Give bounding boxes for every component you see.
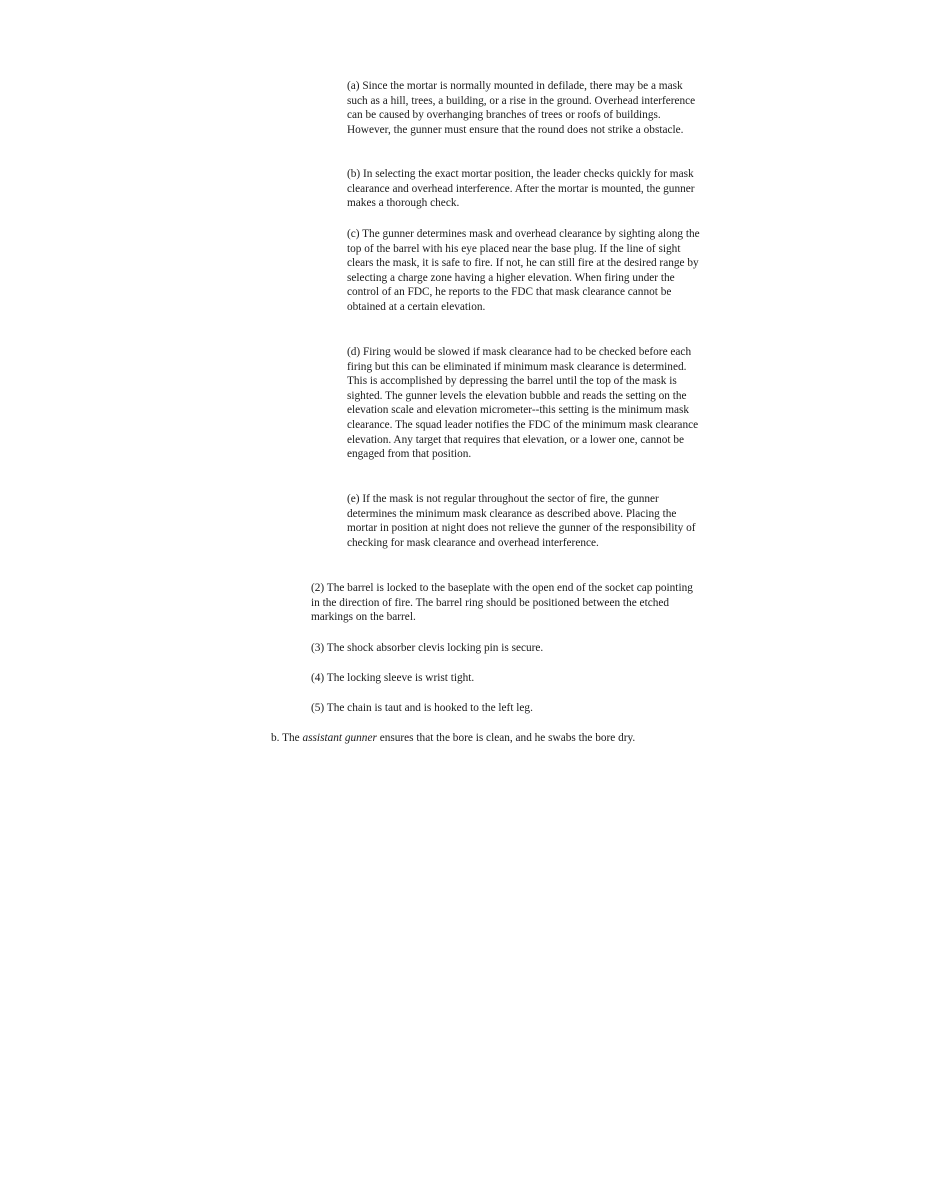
subparagraph-e: (e) If the mask is not regular throughout the sector of fire, the gunner determines the minimum mask clearance as described above. Placing the mortar in position at night does not relieve the gunner of the responsibility of checking for mask clearance and overhead interference. [347,493,696,549]
subparagraph-c: (c) The gunner determines mask and overhead clearance by sighting along the top of the barrel with his eye placed near the base plug. If the line of sight clears the mask, it is safe to fire. If not, he can still fire at the desired range by selecting a charge zone having a higher elevation. When firing under the control of an FDC, he reports to the FDC that mask clearance cannot be obtained at a certain elevation. [347,228,700,313]
numbered-item-4: (4) The locking sleeve is wrist tight. [311,672,475,684]
lettered-item-b-suffix: ensures that the bore is clean, and he swabs the bore dry. [376,732,636,744]
subparagraph-a: (a) Since the mortar is normally mounted in defilade, there may be a mask such as a hill, trees, a building, or a rise in the ground. Overhead interference can be caused by overhanging branches of trees or roofs of buildings. However, the gunner must ensure that the round does not strike a obstacle. [347,80,696,136]
lettered-item-b [271,731,711,746]
subparagraph-d: (d) Firing would be slowed if mask clearance had to be checked before each firing but this can be eliminated if minimum mask clearance is determined. This is accomplished by depressing the barrel until the top of the mask is sighted. The gunner levels the elevation bubble and reads the setting on the elevation scale and elevation micrometer--this setting is the minimum mask clearance. The squad leader notifies the FDC of the minimum mask clearance elevation. Any target that requires that elevation, or a lower one, cannot be engaged from that position. [347,346,699,461]
lettered-item-b-prefix: b. The [271,732,303,744]
lettered-item-b-emphasis: assistant gunner [302,732,377,744]
numbered-item-3: (3) The shock absorber clevis locking pin is secure. [311,642,544,654]
numbered-item-5: (5) The chain is taut and is hooked to the left leg. [311,702,533,714]
subparagraph-b: (b) In selecting the exact mortar position, the leader checks quickly for mask clearance and overhead interference. After the mortar is mounted, the gunner makes a thorough check. [347,168,695,210]
numbered-item-2: (2) The barrel is locked to the baseplate with the open end of the socket cap pointing in the direction of fire. The barrel ring should be positioned between the etched markings on the barrel. [311,582,693,624]
